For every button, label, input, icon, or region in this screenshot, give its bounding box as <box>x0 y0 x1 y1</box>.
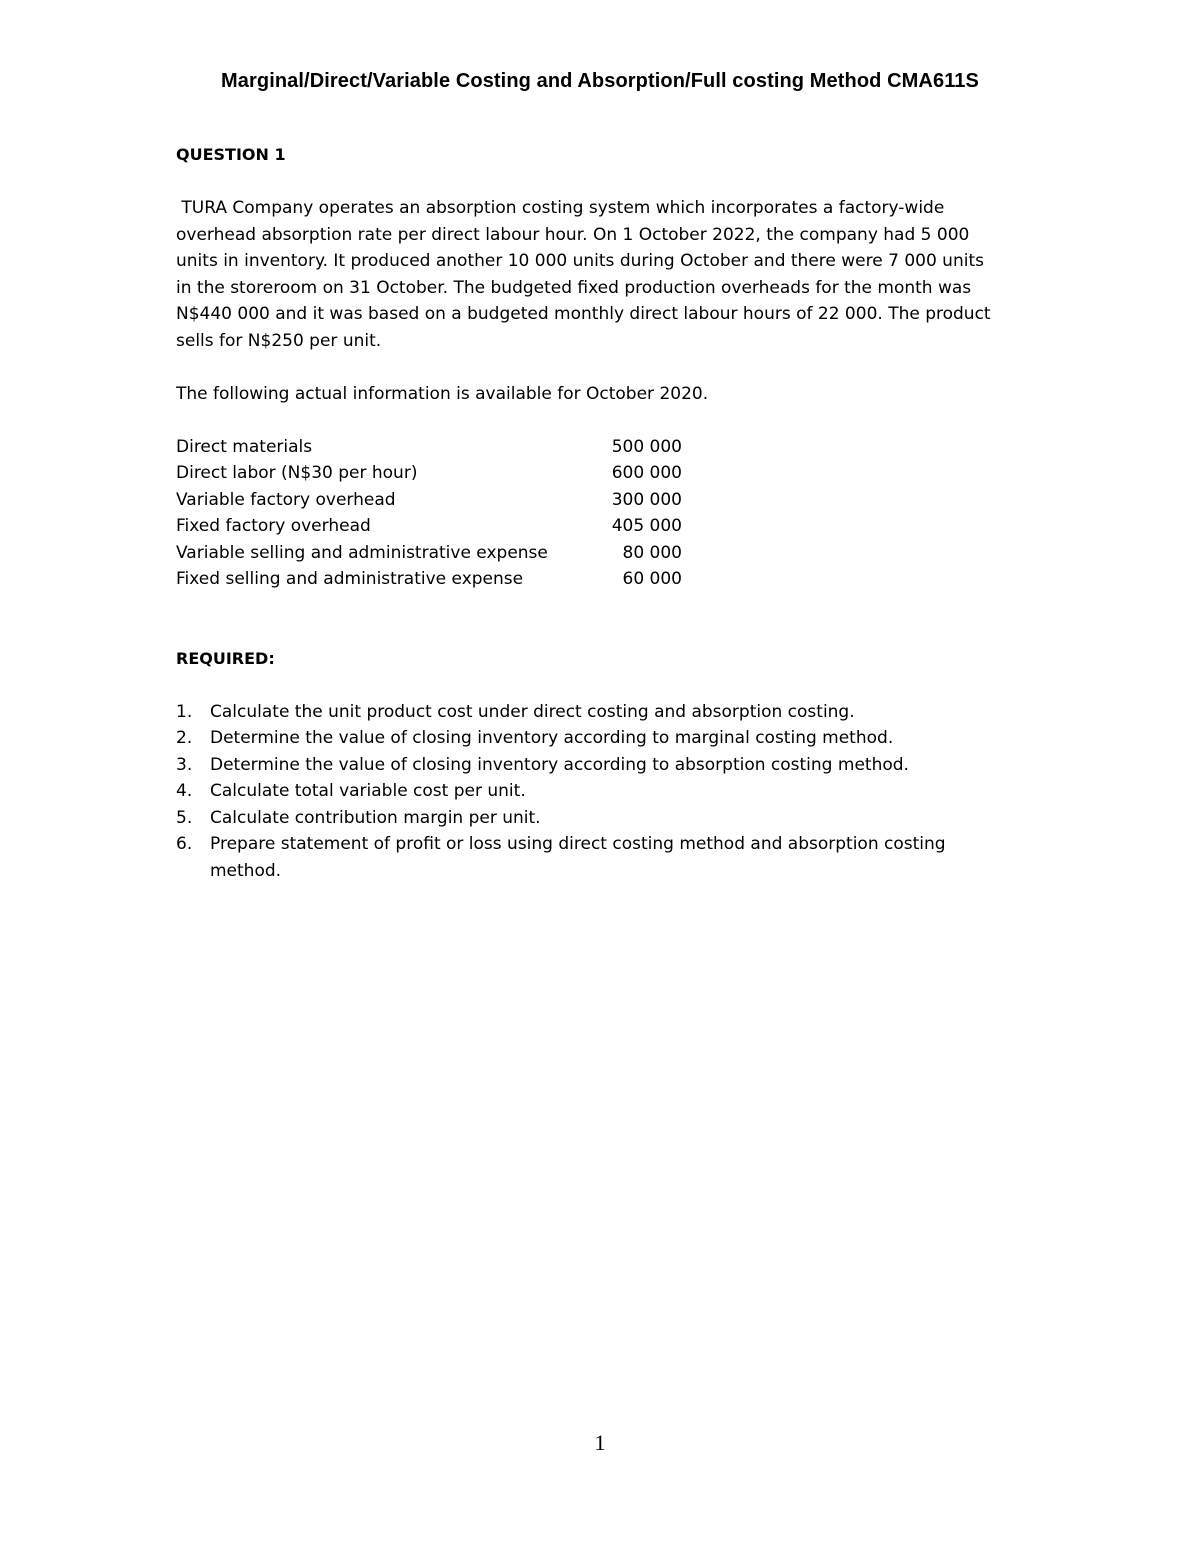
cost-label: Direct labor (N$30 per hour) <box>176 463 418 483</box>
table-row <box>176 487 682 514</box>
question-heading: QUESTION 1 <box>176 145 286 164</box>
paragraph-line: units in inventory. It produced another 10 000 units during October and there were 7 000 units <box>176 251 984 271</box>
list-text: Calculate total variable cost per unit. <box>210 781 526 801</box>
list-item <box>176 699 996 726</box>
required-heading: REQUIRED: <box>176 648 275 668</box>
paragraph-line: sells for N$250 per unit. <box>176 330 382 351</box>
paragraph-line: overhead absorption rate per direct labour hour. On 1 October 2022, the company had 5 000 <box>176 224 970 245</box>
table-row <box>176 460 682 487</box>
cost-value: 300 000 <box>611 489 682 510</box>
list-number: 2. <box>176 728 193 748</box>
cost-label: Fixed selling and administrative expense <box>176 569 524 589</box>
paragraph-line: TURA Company operates an absorption costing system which incorporates a factory-wide <box>176 198 945 218</box>
cost-label: Variable selling and administrative expense <box>176 542 548 563</box>
cost-label: Variable factory overhead <box>176 489 396 510</box>
intro-text: The following actual information is available for October 2020. <box>176 383 709 404</box>
table-row <box>176 540 682 567</box>
paragraph-line: N$440 000 and it was based on a budgeted monthly direct labour hours of 22 000. The product <box>176 304 991 324</box>
list-number: 6. <box>176 834 193 854</box>
table-row <box>176 434 682 461</box>
cost-value: 405 000 <box>611 516 682 536</box>
page-title: Marginal/Direct/Variable Costing and Absorption/Full costing Method CMA611S <box>221 70 979 92</box>
paragraph-line: in the storeroom on 31 October. The budgeted fixed production overheads for the month was <box>176 277 972 298</box>
cost-table <box>176 434 682 593</box>
question-paragraph <box>176 195 996 354</box>
list-number: 5. <box>176 807 193 828</box>
cost-label: Fixed factory overhead <box>176 516 371 536</box>
required-list <box>176 699 996 885</box>
list-item <box>176 752 996 779</box>
list-text: Determine the value of closing inventory according to marginal costing method. <box>210 728 894 748</box>
cost-label: Direct materials <box>176 436 313 457</box>
list-number: 4. <box>176 781 193 801</box>
list-text: Prepare statement of profit or loss using direct costing method and absorption costing method. <box>210 834 946 881</box>
cost-value: 500 000 <box>611 436 682 457</box>
list-item <box>176 725 996 752</box>
list-item <box>176 805 996 832</box>
list-text: Determine the value of closing inventory according to absorption costing method. <box>210 754 909 775</box>
list-number: 1. <box>176 701 193 722</box>
list-item <box>176 778 996 805</box>
list-number: 3. <box>176 754 193 775</box>
table-row <box>176 513 682 540</box>
table-row <box>176 566 682 593</box>
document-body <box>176 142 996 884</box>
list-item <box>176 831 996 884</box>
cost-value: 80 000 <box>622 542 682 563</box>
page-number: 1 <box>594 1430 606 1455</box>
list-text: Calculate contribution margin per unit. <box>210 807 541 828</box>
cost-value: 60 000 <box>622 569 682 589</box>
list-text: Calculate the unit product cost under direct costing and absorption costing. <box>210 701 855 722</box>
cost-value: 600 000 <box>611 463 682 483</box>
